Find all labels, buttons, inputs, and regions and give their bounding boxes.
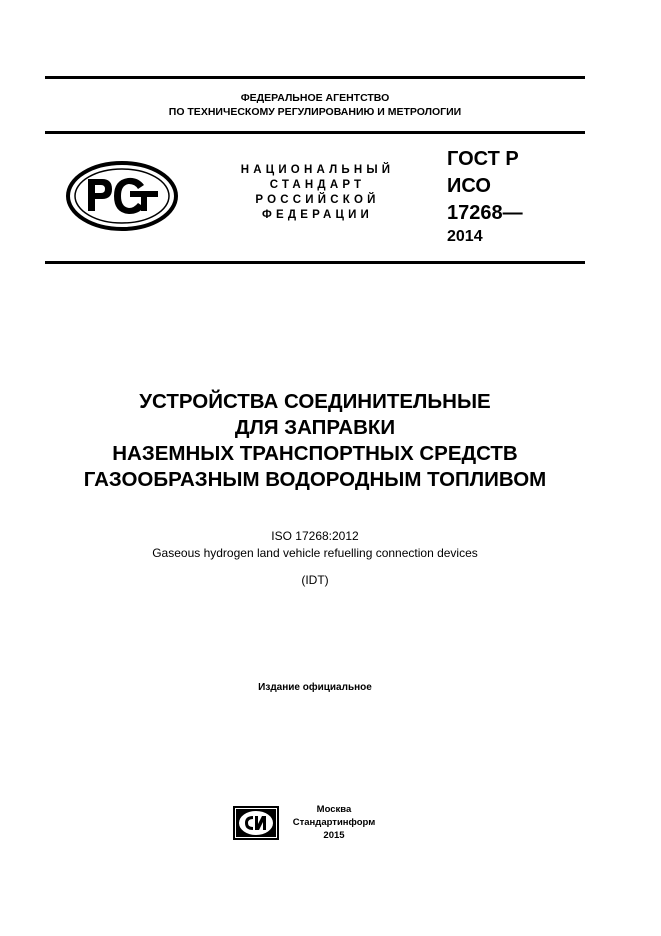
title-line-1: УСТРОЙСТВА СОЕДИНИТЕЛЬНЫЕ [139, 390, 491, 413]
agency-line-2: ПО ТЕХНИЧЕСКОМУ РЕГУЛИРОВАНИЮ И МЕТРОЛОГИИ [168, 106, 462, 118]
gost-line-1: ГОСТ Р [447, 148, 519, 170]
iso-reference [20, 528, 610, 562]
rst-logo-icon [66, 161, 178, 231]
gost-designation [447, 146, 523, 247]
gost-line-4: 2014 [447, 228, 483, 245]
iso-number: ISO 17268:2012 [271, 529, 359, 543]
iso-title: Gaseous hydrogen land vehicle refuelling connection devices [152, 546, 478, 560]
header-rule [45, 131, 585, 134]
edition-label: Издание официальное [258, 682, 372, 693]
agency-line-1: ФЕДЕРАЛЬНОЕ АГЕНТСТВО [240, 92, 390, 104]
publisher-info [286, 803, 382, 842]
publisher-name: Стандартинформ [292, 817, 376, 828]
national-line-2: СТАНДАРТ [269, 179, 366, 191]
title-line-2: ДЛЯ ЗАПРАВКИ [234, 416, 396, 439]
standartinform-logo [233, 806, 279, 845]
national-line-4: ФЕДЕРАЦИИ [261, 209, 374, 221]
title-line-4: ГАЗООБРАЗНЫМ ВОДОРОДНЫМ ТОПЛИВОМ [83, 468, 547, 491]
title-line-3: НАЗЕМНЫХ ТРАНСПОРТНЫХ СРЕДСТВ [112, 442, 518, 465]
document-title [20, 389, 610, 493]
agency-header [45, 91, 585, 119]
gost-line-3: 17268— [447, 202, 523, 224]
national-standard-label [205, 163, 430, 223]
national-line-1: НАЦИОНАЛЬНЫЙ [240, 164, 395, 176]
gost-line-2: ИСО [447, 175, 491, 197]
national-line-3: РОССИЙСКОЙ [255, 194, 380, 206]
standartinform-logo-icon [233, 806, 279, 840]
publisher-year: 2015 [323, 830, 345, 841]
equivalence-mark: (IDT) [301, 573, 329, 587]
rst-logo [66, 161, 178, 236]
top-rule [45, 76, 585, 79]
publisher-city: Москва [316, 804, 352, 815]
standard-block-rule [45, 261, 585, 264]
